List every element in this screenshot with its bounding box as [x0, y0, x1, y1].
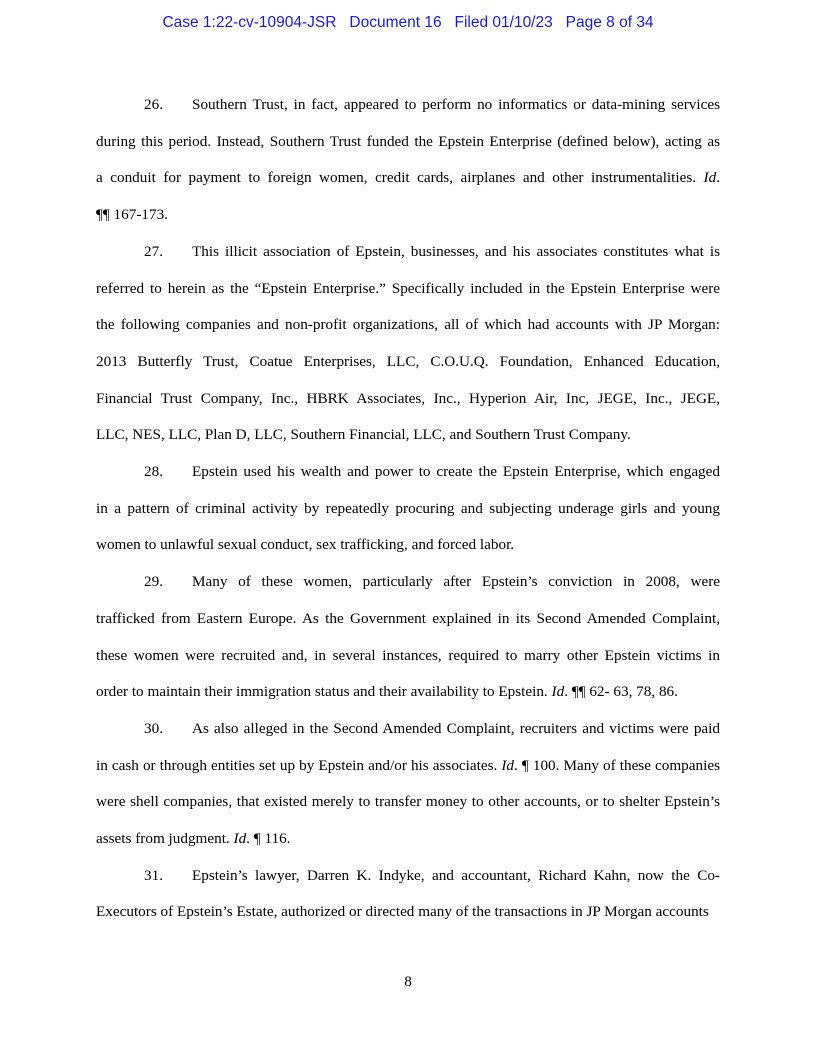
paragraph-31: [96, 858, 720, 931]
paragraph-line: [96, 381, 720, 418]
paragraph-line: [96, 638, 720, 675]
paragraph-text: LLC, NES, LLC, Plan D, LLC, Southern Financial, LLC, and Southern Trust Company.: [96, 426, 631, 444]
paragraph-text: a conduit for payment to foreign women, credit cards, airplanes and other instrumentalities. Id.: [96, 169, 720, 187]
paragraph-text: order to maintain their immigration status and their availability to Epstein. Id. ¶¶ 62- 63, 78, 86.: [96, 683, 678, 701]
paragraph-26: [96, 87, 720, 234]
paragraph-number: 27.: [144, 242, 163, 260]
paragraph-text: Executors of Epstein’s Estate, authorized or directed many of the transactions in JP Morgan accounts: [96, 903, 709, 921]
paragraph-line: [96, 674, 720, 711]
paragraph-text: in cash or through entities set up by Epstein and/or his associates. Id. ¶ 100. Many of these companies: [96, 756, 720, 774]
paragraph-line: [96, 197, 720, 234]
paragraph-text: trafficked from Eastern Europe. As the Government explained in its Second Amended Complaint,: [96, 609, 720, 627]
paragraph-text: during this period. Instead, Southern Trust funded the Epstein Enterprise (defined below), acting as: [96, 132, 720, 150]
paragraph-text: were shell companies, that existed merely to transfer money to other accounts, or to shelter Epstein’s: [96, 793, 720, 811]
paragraph-line: [96, 344, 720, 381]
paragraph-line: [96, 527, 720, 564]
paragraph-text: This illicit association of Epstein, businesses, and his associates constitutes what is: [192, 242, 720, 260]
paragraph-text: women to unlawful sexual conduct, sex trafficking, and forced labor.: [96, 536, 515, 554]
paragraph-number: 31.: [144, 866, 163, 884]
paragraph-line: [96, 234, 720, 271]
paragraph-line: [96, 748, 720, 785]
paragraph-text: ¶¶ 167-173.: [96, 206, 168, 224]
paragraph-text: in a pattern of criminal activity by repeatedly procuring and subjecting underage girls and young: [96, 499, 720, 517]
paragraph-line: [96, 160, 720, 197]
paragraph-line: [96, 271, 720, 308]
paragraph-27: [96, 234, 720, 454]
paragraph-line: [96, 124, 720, 161]
paragraph-line: [96, 821, 720, 858]
paragraph-number: 28.: [144, 463, 163, 481]
paragraph-line: [96, 894, 720, 931]
paragraph-text: Southern Trust, in fact, appeared to perform no informatics or data-mining services: [192, 96, 720, 113]
paragraph-text: Many of these women, particularly after Epstein’s conviction in 2008, were: [192, 573, 720, 591]
case-header: Case 1:22-cv-10904-JSR Document 16 Filed 01/10/23 Page 8 of 34: [162, 14, 654, 31]
paragraph-text: these women were recruited and, in several instances, required to marry other Epstein victims in: [96, 646, 720, 664]
paragraph-line: [96, 784, 720, 821]
paragraph-text: assets from judgment. Id. ¶ 116.: [96, 830, 291, 848]
paragraph-line: [96, 417, 720, 454]
paragraph-text: 2013 Butterfly Trust, Coatue Enterprises, LLC, C.O.U.Q. Foundation, Enhanced Education,: [96, 352, 720, 370]
paragraph-line: [96, 454, 720, 491]
paragraph-28: [96, 454, 720, 564]
paragraph-text: As also alleged in the Second Amended Complaint, recruiters and victims were paid: [192, 719, 720, 737]
paragraph-line: [96, 711, 720, 748]
paragraph-30: [96, 711, 720, 858]
paragraph-line: [96, 491, 720, 528]
paragraph-line: [96, 858, 720, 895]
paragraph-text: Financial Trust Company, Inc., HBRK Associates, Inc., Hyperion Air, Inc, JEGE, Inc., JEGE,: [96, 389, 720, 407]
paragraph-line: [96, 564, 720, 601]
paragraph-text: the following companies and non-profit organizations, all of which had accounts with JP Morgan:: [96, 316, 720, 334]
paragraph-text: Epstein’s lawyer, Darren K. Indyke, and accountant, Richard Kahn, now the Co-: [192, 866, 720, 884]
paragraph-29: [96, 564, 720, 711]
paragraph-line: [96, 601, 720, 638]
paragraph-text: Epstein used his wealth and power to create the Epstein Enterprise, which engaged: [192, 463, 720, 481]
paragraph-number: 29.: [144, 573, 163, 591]
page-number: 8: [404, 973, 412, 990]
paragraph-line: [96, 307, 720, 344]
paragraph-number: 26.: [144, 96, 163, 113]
paragraph-number: 30.: [144, 719, 163, 737]
paragraph-line: [96, 87, 720, 124]
document-body: [96, 87, 720, 931]
paragraph-text: referred to herein as the “Epstein Enterprise.” Specifically included in the Epstein Enterprise were: [96, 279, 720, 297]
